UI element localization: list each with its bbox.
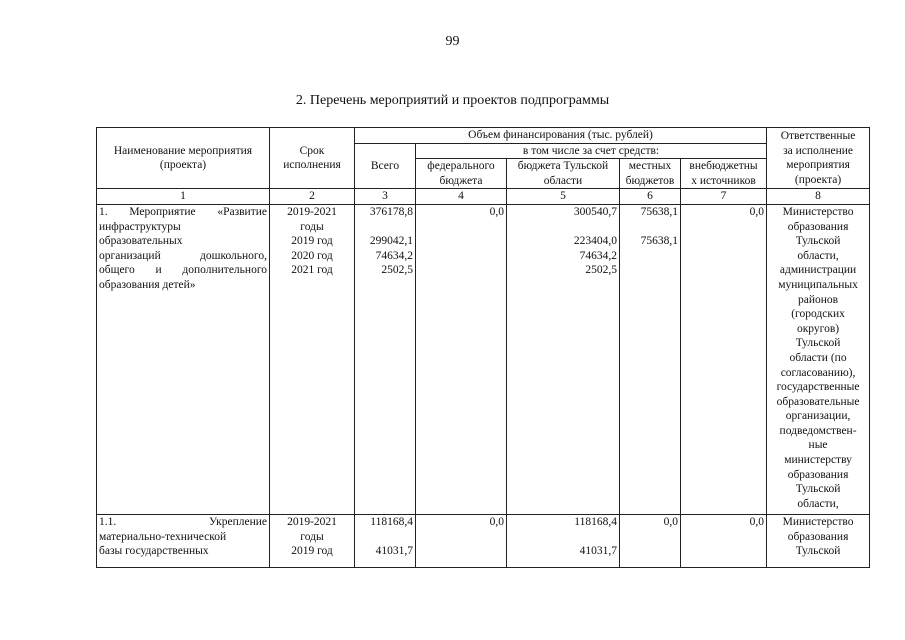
column-number: 8 <box>767 189 870 205</box>
cell-line: районов <box>798 293 839 306</box>
measure-name-cell <box>97 204 270 514</box>
page-number: 99 <box>445 34 460 49</box>
table-row <box>97 204 870 514</box>
document-title: 2. Перечень мероприятий и проектов подпрограммы <box>295 93 610 108</box>
cell-line: Тульской <box>795 337 841 350</box>
cell-line: 376178,8 <box>369 205 413 218</box>
column-number: 3 <box>355 189 416 205</box>
cell-line: Ответственные <box>780 130 856 142</box>
responsible-cell <box>767 514 870 567</box>
cell-line: подведомствен- <box>779 424 857 437</box>
column-number: 5 <box>507 189 620 205</box>
regional-cell <box>507 204 620 514</box>
header-term <box>270 128 355 189</box>
cell-line: 223404,0 <box>573 235 617 248</box>
regional-cell <box>507 514 620 567</box>
cell-line: федерального <box>427 160 495 173</box>
cell-line: 0,0 <box>749 205 765 218</box>
cell-line: Министерство <box>782 515 854 528</box>
cell-line: материально-технической <box>99 530 227 543</box>
cell-line: бюджета Тульской <box>517 160 609 173</box>
cell-line: Срок <box>299 144 325 157</box>
header-total: Всего <box>355 143 416 189</box>
column-number: 4 <box>416 189 507 205</box>
column-number: 2 <box>270 189 355 205</box>
cell-line: местных <box>628 160 672 173</box>
cell-line: 41031,7 <box>375 545 413 558</box>
cell-line: (проекта) <box>794 173 842 186</box>
cell-line: 2019-2021 <box>287 515 337 528</box>
cell-line: 1. Мероприятие «Развитие <box>99 205 267 218</box>
header-financing: Объем финансирования (тыс. рублей) <box>355 128 767 144</box>
local-cell <box>620 204 681 514</box>
cell-line: образования <box>787 530 849 543</box>
cell-line: Тульской <box>795 545 841 558</box>
cell-line: организаций дошкольного, <box>99 249 267 262</box>
cell-line: 74634,2 <box>579 249 617 262</box>
cell-line: 118168,4 <box>574 515 617 528</box>
cell-line: (городских <box>791 308 845 321</box>
federal-cell <box>416 514 507 567</box>
term-cell <box>270 514 355 567</box>
header-regional <box>507 159 620 189</box>
local-cell <box>620 514 681 567</box>
header-federal <box>416 159 507 189</box>
cell-line: Тульской <box>795 483 841 496</box>
cell-line: образования <box>787 220 849 233</box>
cell-line: 1.1. Укрепление <box>99 515 267 528</box>
cell-line: 74634,2 <box>375 249 413 262</box>
cell-line: администрации <box>779 264 857 277</box>
cell-line: округов) <box>796 322 840 335</box>
cell-line: Тульской <box>795 235 841 248</box>
cell-line <box>357 530 413 545</box>
cell-line: 75638,1 <box>640 235 678 248</box>
cell-line: 0,0 <box>489 205 504 218</box>
column-number: 1 <box>97 189 270 205</box>
cell-line: годы <box>300 530 324 543</box>
cell-line: согласованию), <box>780 366 856 379</box>
cell-line: Министерство <box>782 205 854 218</box>
cell-line: х источников <box>691 174 756 187</box>
cell-line: исполнения <box>283 159 341 172</box>
cell-line: 0,0 <box>663 515 678 528</box>
cell-line: образовательные <box>776 395 860 408</box>
federal-cell <box>416 204 507 514</box>
cell-line: государственные <box>776 381 860 394</box>
cell-line: 118168,4 <box>370 515 413 528</box>
cell-line: мероприятия <box>786 159 850 172</box>
header-local <box>620 159 681 189</box>
cell-line <box>509 220 617 235</box>
cell-line: базы государственных <box>99 545 209 558</box>
cell-line: 2019 год <box>291 235 333 248</box>
cell-line: образования <box>787 468 849 481</box>
total-cell <box>355 514 416 567</box>
cell-line: 41031,7 <box>579 545 617 558</box>
header-row-1 <box>97 128 870 144</box>
cell-line <box>357 220 413 235</box>
column-number: 6 <box>620 189 681 205</box>
cell-line: 299042,1 <box>369 235 413 248</box>
measures-table <box>96 127 870 568</box>
cell-line: области, <box>797 497 839 510</box>
cell-line: инфраструктуры <box>99 220 181 233</box>
cell-line: 0,0 <box>489 515 504 528</box>
cell-line: 2020 год <box>291 249 333 262</box>
cell-line: годы <box>300 220 324 233</box>
cell-line: (проекта) <box>159 159 207 172</box>
responsible-cell <box>767 204 870 514</box>
cell-line: 300540,7 <box>573 205 617 218</box>
cell-line: ные <box>808 439 828 452</box>
cell-line: 2021 год <box>291 264 333 277</box>
cell-line: за исполнение <box>783 144 854 157</box>
cell-line: области <box>543 174 583 187</box>
cell-line: 2502,5 <box>381 264 413 277</box>
cell-line <box>622 220 678 235</box>
cell-line: области, <box>797 249 839 262</box>
header-name <box>97 128 270 189</box>
cell-line: бюджета <box>439 174 483 187</box>
term-cell <box>270 204 355 514</box>
column-numbers-row <box>97 189 870 205</box>
table-row <box>97 514 870 567</box>
cell-line: Наименование мероприятия <box>113 144 253 157</box>
cell-line: 2502,5 <box>585 264 617 277</box>
header-extrabudget <box>681 159 767 189</box>
column-number: 7 <box>681 189 767 205</box>
cell-line: 75638,1 <box>640 205 678 218</box>
cell-line: внебюджетны <box>689 160 758 173</box>
extrabudget-cell <box>681 514 767 567</box>
total-cell <box>355 204 416 514</box>
cell-line: 2019-2021 <box>287 205 337 218</box>
cell-line: 2019 год <box>291 545 333 558</box>
header-including: в том числе за счет средств: <box>416 143 767 159</box>
header-responsible <box>767 128 870 189</box>
cell-line: области (по <box>789 351 847 364</box>
extrabudget-cell <box>681 204 767 514</box>
cell-line: муниципальных <box>778 278 858 291</box>
cell-line: образования детей» <box>99 278 196 291</box>
cell-line: бюджетов <box>625 174 675 187</box>
cell-line: 0,0 <box>749 515 765 528</box>
measure-name-cell <box>97 514 270 567</box>
cell-line: общего и дополнительного <box>99 264 267 277</box>
cell-line: организации, <box>785 410 851 423</box>
cell-line <box>509 530 617 545</box>
cell-line: министерству <box>784 454 852 467</box>
cell-line: образовательных <box>99 235 183 248</box>
